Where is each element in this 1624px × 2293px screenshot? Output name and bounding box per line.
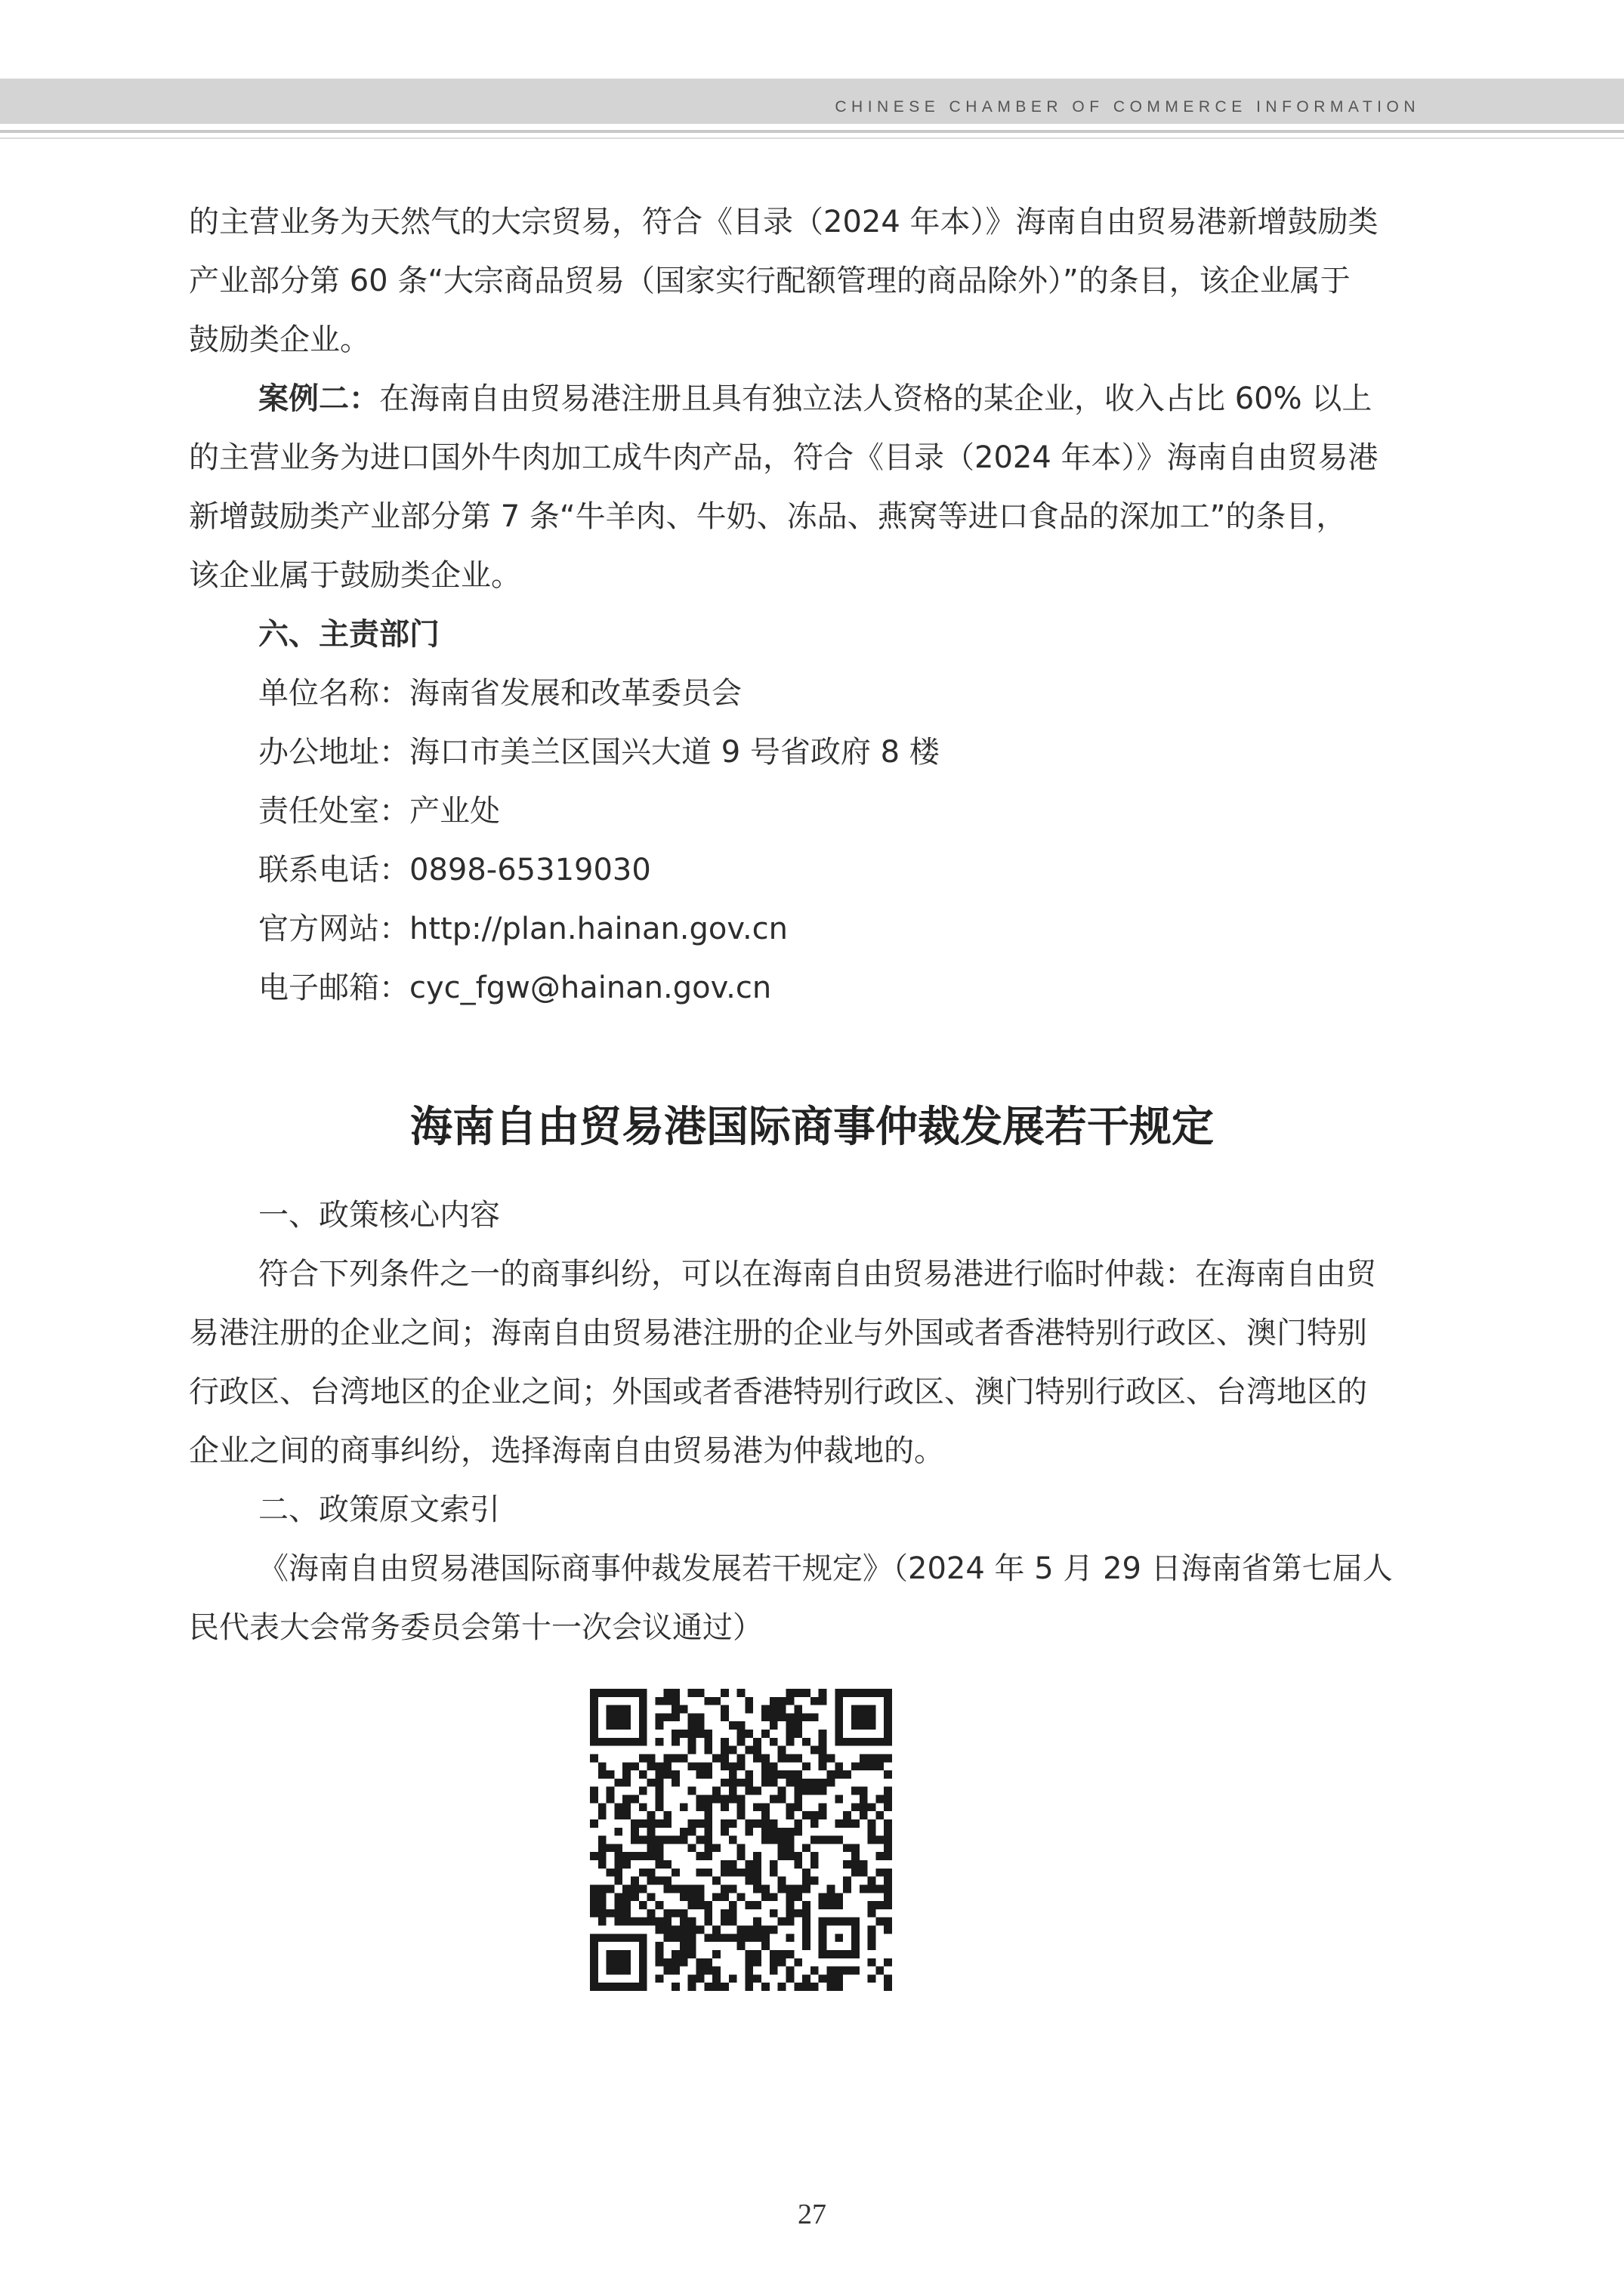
qr-code-icon[interactable] [590,1689,892,1991]
header-divider [0,130,1624,133]
policy-core-heading: 一、政策核心内容 [258,1198,500,1233]
department-name: 单位名称：海南省发展和改革委员会 [258,676,742,711]
section-title: 海南自由贸易港国际商事仲裁发展若干规定 [410,1103,1214,1152]
department-heading: 六、主责部门 [258,617,440,652]
paragraph-line: 企业之间的商事纠纷，选择海南自由贸易港为仲裁地的。 [189,1434,944,1468]
department-office: 责任处室：产业处 [258,794,500,829]
paragraph-line: 符合下列条件之一的商事纠纷，可以在海南自由贸易港进行临时仲裁：在海南自由贸 [258,1257,1376,1292]
paragraph-line: 的主营业务为天然气的大宗贸易，符合《目录（2024 年本）》海南自由贸易港新增鼓励类 [189,205,1379,239]
header-divider-thin [0,137,1624,139]
case-two-first-line [189,369,1435,428]
paragraph-line: 民代表大会常务委员会第十一次会议通过） [189,1610,763,1645]
paragraph-line: 该企业属于鼓励类企业。 [189,558,521,593]
department-email[interactable]: 电子邮箱：cyc_fgw@hainan.gov.cn [258,971,772,1005]
department-phone: 联系电话：0898-65319030 [258,853,651,887]
department-website[interactable]: 官方网站：http://plan.hainan.gov.cn [258,912,789,946]
case-two-text: 在海南自由贸易港注册且具有独立法人资格的某企业，收入占比 60% 以上 [379,381,1372,416]
body-block-top [189,193,1435,1017]
paragraph-line: 鼓励类企业。 [189,323,370,357]
paragraph-line: 新增鼓励类产业部分第 7 条“牛羊肉、牛奶、冻品、燕窝等进口食品的深加工”的条目， [189,499,1347,534]
paragraph-line: 易港注册的企业之间；海南自由贸易港注册的企业与外国或者香港特别行政区、澳门特别 [189,1316,1367,1350]
policy-ref-heading: 二、政策原文索引 [258,1492,500,1527]
body-block-policy [189,1186,1435,1657]
paragraph-line: 的主营业务为进口国外牛肉加工成牛肉产品，符合《目录（2024 年本）》海南自由贸易港 [189,440,1379,475]
case-two-label: 案例二： [258,381,379,416]
running-header: CHINESE CHAMBER OF COMMERCE INFORMATION [835,98,1420,116]
paragraph-line: 行政区、台湾地区的企业之间；外国或者香港特别行政区、澳门特别行政区、台湾地区的 [189,1375,1367,1409]
department-address: 办公地址：海口市美兰区国兴大道 9 号省政府 8 楼 [258,735,940,770]
paragraph-line: 产业部分第 60 条“大宗商品贸易（国家实行配额管理的商品除外）”的条目，该企业属于 [189,264,1351,298]
page-number: 27 [798,2199,826,2230]
paragraph-line: 《海南自由贸易港国际商事仲裁发展若干规定》（2024 年 5 月 29 日海南省第七届人 [258,1551,1393,1586]
